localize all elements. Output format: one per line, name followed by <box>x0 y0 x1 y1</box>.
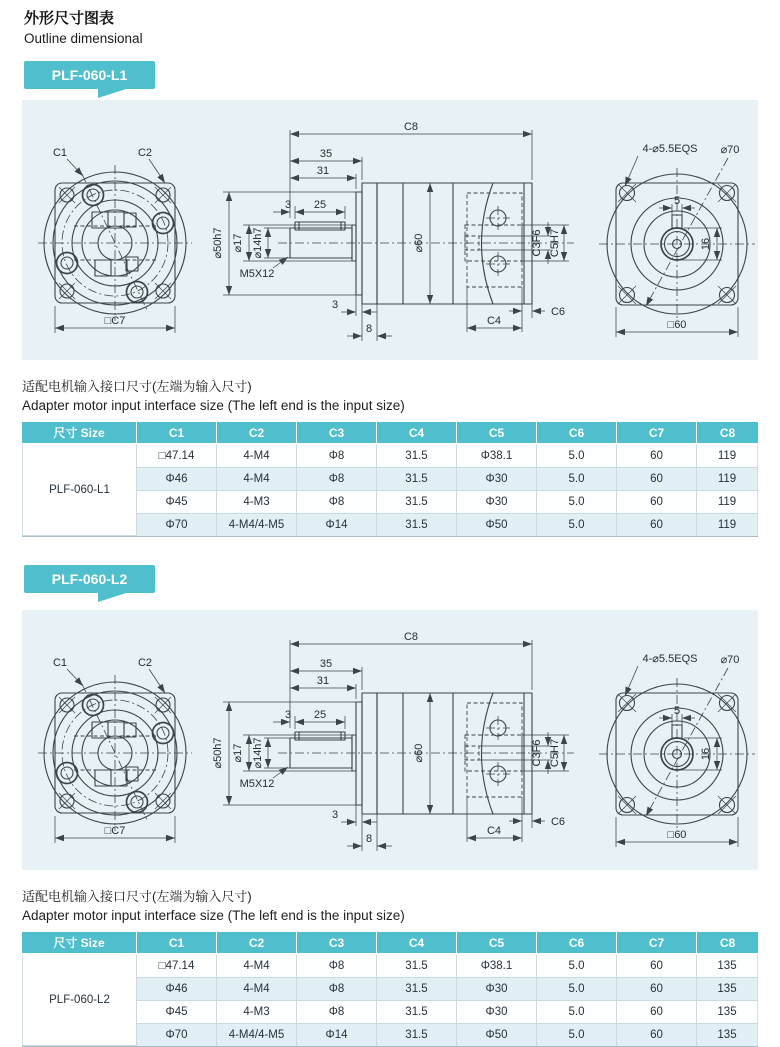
dim-label-c2: C2 <box>137 657 153 669</box>
dim-label-50h7: ⌀50h7 <box>212 227 224 259</box>
table-cell: 60 <box>617 491 697 514</box>
table-cell: Φ46 <box>137 468 217 491</box>
table-cell: 31.5 <box>377 491 457 514</box>
dim-label-m5x12: M5X12 <box>239 268 275 280</box>
dim-label-c8: C8 <box>403 631 419 643</box>
dim-label-c1: C1 <box>52 147 68 159</box>
front-view <box>38 147 192 333</box>
table-cell: Φ8 <box>297 955 377 978</box>
side-view <box>212 121 574 341</box>
table-cell: Φ30 <box>457 1001 537 1024</box>
header-cell: C7 <box>617 422 697 445</box>
dim-label-60: ⌀60 <box>413 743 425 763</box>
table-cell: 4-M4 <box>217 978 297 1001</box>
table-cell: Φ45 <box>137 491 217 514</box>
model-badge-label: PLF-060-L2 <box>51 571 128 587</box>
dim-label-3-top: 3 <box>284 709 292 721</box>
table-cell: 60 <box>617 468 697 491</box>
table-cell: Φ8 <box>297 978 377 1001</box>
dim-label-4-eqs: 4-⌀5.5EQS <box>642 653 698 665</box>
table-cell: □47.14 <box>137 445 217 468</box>
caption-cn: 适配电机输入接口尺寸(左端为输入尺寸) <box>22 889 252 904</box>
dim-label-c7: □C7 <box>104 825 126 837</box>
table-cell: Φ8 <box>297 468 377 491</box>
dim-label-c7: □C7 <box>104 315 126 327</box>
dimension-drawing-panel-l1 <box>22 100 758 360</box>
table-cell: 60 <box>617 1024 697 1046</box>
dim-label-5: 5 <box>673 195 681 207</box>
header-cell: C5 <box>457 932 537 955</box>
table-cell: 31.5 <box>377 978 457 1001</box>
dim-label-c6: C6 <box>550 306 566 318</box>
table-cell: 4-M4/4-M5 <box>217 514 297 536</box>
table-cell: 60 <box>617 955 697 978</box>
table-cell: Φ8 <box>297 445 377 468</box>
table-cell: 5.0 <box>537 978 617 1001</box>
dim-label-sq60: □60 <box>667 319 687 331</box>
dim-label-50h7: ⌀50h7 <box>212 737 224 769</box>
dim-label-c3f6: C3F6 <box>531 739 543 767</box>
table-cell: 135 <box>697 978 758 1001</box>
side-view <box>212 631 574 851</box>
table-cell: 5.0 <box>537 445 617 468</box>
header-cell: 尺寸 Size <box>22 422 137 445</box>
table-cell: Φ50 <box>457 1024 537 1046</box>
table-cell: Φ50 <box>457 514 537 536</box>
model-cell: PLF-060-L1 <box>22 445 137 536</box>
table-cell: 5.0 <box>537 1001 617 1024</box>
table-cell: 60 <box>617 978 697 1001</box>
dim-label-17: ⌀17 <box>232 743 244 763</box>
dim-label-4-eqs: 4-⌀5.5EQS <box>642 143 698 155</box>
page-subtitle: Outline dimensional <box>24 31 143 46</box>
table-cell: Φ38.1 <box>457 955 537 978</box>
table-cell: 119 <box>697 468 758 491</box>
table-cell: 31.5 <box>377 1024 457 1046</box>
caption-cn: 适配电机输入接口尺寸(左端为输入尺寸) <box>22 379 252 394</box>
table-cell: 5.0 <box>537 468 617 491</box>
table-cell: 31.5 <box>377 1001 457 1024</box>
dim-label-c3f6: C3F6 <box>531 229 543 257</box>
dim-label-3-top: 3 <box>284 199 292 211</box>
rear-view <box>599 653 755 847</box>
dim-label-c1: C1 <box>52 657 68 669</box>
model-badge-l1 <box>24 61 155 89</box>
table-header-row <box>22 422 758 445</box>
dim-label-c6: C6 <box>550 816 566 828</box>
table-cell: 5.0 <box>537 955 617 978</box>
header-cell: C4 <box>377 422 457 445</box>
dim-label-70: ⌀70 <box>720 144 740 156</box>
dim-label-35: 35 <box>319 148 333 160</box>
header-cell: C5 <box>457 422 537 445</box>
model-badge-label: PLF-060-L1 <box>51 67 128 83</box>
header-cell: C4 <box>377 932 457 955</box>
dim-label-25: 25 <box>313 709 327 721</box>
table-cell: 31.5 <box>377 955 457 978</box>
dimension-drawing-panel-l2 <box>22 610 758 870</box>
dim-label-c4: C4 <box>486 825 502 837</box>
table-header-row <box>22 932 758 955</box>
table-cell: Φ14 <box>297 1024 377 1046</box>
table-cell: 5.0 <box>537 491 617 514</box>
header-cell: C6 <box>537 932 617 955</box>
header-cell: C6 <box>537 422 617 445</box>
caption-en: Adapter motor input interface size (The left end is the input size) <box>22 908 405 923</box>
front-view <box>38 657 192 843</box>
dim-label-25: 25 <box>313 199 327 211</box>
table-row <box>22 955 758 978</box>
table-cell: Φ14 <box>297 514 377 536</box>
header-cell: C2 <box>217 422 297 445</box>
caption-en: Adapter motor input interface size (The left end is the input size) <box>22 398 405 413</box>
table-cell: 31.5 <box>377 514 457 536</box>
dim-label-c2: C2 <box>137 147 153 159</box>
table-cell: 4-M3 <box>217 491 297 514</box>
dimension-table-l1 <box>22 422 758 537</box>
section-plf-060-l2 <box>0 537 780 1047</box>
table-cell: 60 <box>617 514 697 536</box>
header-cell: 尺寸 Size <box>22 932 137 955</box>
table-cell: Φ70 <box>137 1024 217 1046</box>
dim-label-16: 16 <box>700 237 712 251</box>
table-cell: Φ70 <box>137 514 217 536</box>
header-cell: C2 <box>217 932 297 955</box>
header-cell: C1 <box>137 422 217 445</box>
dim-label-c5h7: C5H7 <box>549 228 561 258</box>
header-cell: C7 <box>617 932 697 955</box>
table-cell: 60 <box>617 1001 697 1024</box>
table-cell: Φ8 <box>297 1001 377 1024</box>
header-cell: C8 <box>697 422 758 445</box>
table-cell: 135 <box>697 1001 758 1024</box>
rear-view <box>599 143 755 337</box>
dim-label-17: ⌀17 <box>232 233 244 253</box>
table-cell: 135 <box>697 1024 758 1046</box>
table-row <box>22 445 758 468</box>
dim-label-c5h7: C5H7 <box>549 738 561 768</box>
table-cell: 31.5 <box>377 468 457 491</box>
table-cell: Φ8 <box>297 491 377 514</box>
dim-label-3-bottom: 3 <box>331 299 339 311</box>
table-cell: 5.0 <box>537 1024 617 1046</box>
table-cell: Φ30 <box>457 978 537 1001</box>
dim-label-14h7: ⌀14h7 <box>252 737 264 769</box>
dim-label-c8: C8 <box>403 121 419 133</box>
table-cell: 31.5 <box>377 445 457 468</box>
model-badge-l2 <box>24 565 155 593</box>
table-cell: 4-M4 <box>217 955 297 978</box>
dim-label-m5x12: M5X12 <box>239 778 275 790</box>
dim-label-70: ⌀70 <box>720 654 740 666</box>
dim-label-31: 31 <box>316 675 330 687</box>
table-cell: Φ38.1 <box>457 445 537 468</box>
section-plf-060-l1 <box>0 46 780 537</box>
outline-dimension-drawing <box>22 610 758 870</box>
header-cell: C1 <box>137 932 217 955</box>
dim-label-31: 31 <box>316 165 330 177</box>
table-cell: □47.14 <box>137 955 217 978</box>
table-cell: Φ46 <box>137 978 217 1001</box>
table-cell: 135 <box>697 955 758 978</box>
table-cell: 4-M3 <box>217 1001 297 1024</box>
table-cell: 4-M4 <box>217 468 297 491</box>
dimension-table-l2 <box>22 932 758 1047</box>
header-cell: C3 <box>297 422 377 445</box>
table-cell: 119 <box>697 445 758 468</box>
table-cell: Φ30 <box>457 468 537 491</box>
dim-label-60: ⌀60 <box>413 233 425 253</box>
dim-label-35: 35 <box>319 658 333 670</box>
dim-label-8: 8 <box>365 323 373 335</box>
dim-label-5: 5 <box>673 705 681 717</box>
dim-label-sq60: □60 <box>667 829 687 841</box>
page-header <box>0 0 780 46</box>
table-cell: 5.0 <box>537 514 617 536</box>
outline-dimension-drawing <box>22 100 758 360</box>
table-cell: 60 <box>617 445 697 468</box>
table-cell: 4-M4/4-M5 <box>217 1024 297 1046</box>
table-cell: 4-M4 <box>217 445 297 468</box>
table-cell: Φ45 <box>137 1001 217 1024</box>
header-cell: C3 <box>297 932 377 955</box>
header-cell: C8 <box>697 932 758 955</box>
dim-label-c4: C4 <box>486 315 502 327</box>
table-cell: Φ30 <box>457 491 537 514</box>
model-cell: PLF-060-L2 <box>22 955 137 1046</box>
table-cell: 119 <box>697 514 758 536</box>
dim-label-3-bottom: 3 <box>331 809 339 821</box>
dim-label-8: 8 <box>365 833 373 845</box>
page-title: 外形尺寸图表 <box>24 10 115 27</box>
dim-label-14h7: ⌀14h7 <box>252 227 264 259</box>
dim-label-16: 16 <box>700 747 712 761</box>
table-cell: 119 <box>697 491 758 514</box>
